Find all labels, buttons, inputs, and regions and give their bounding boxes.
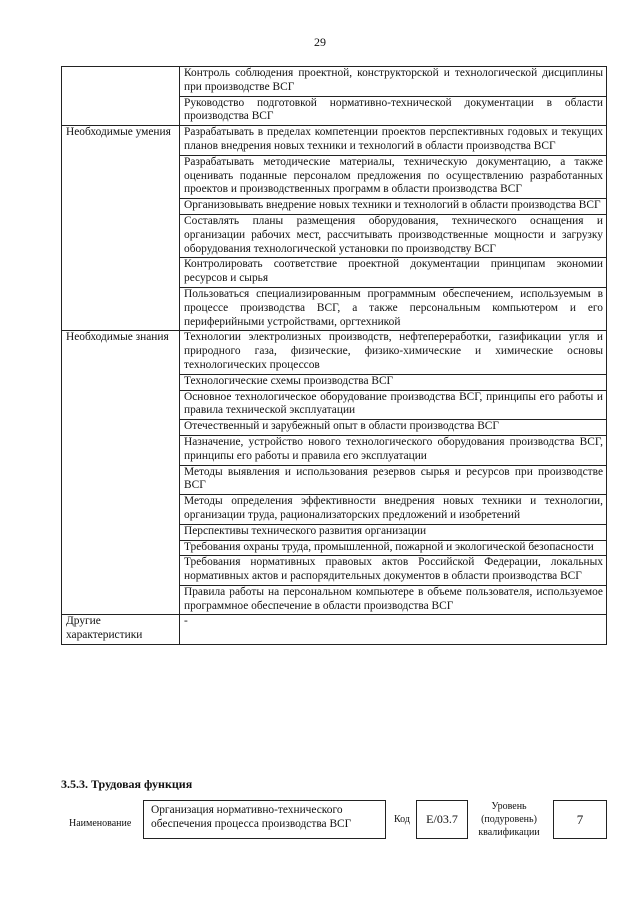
table-cell: Назначение, устройство нового технологического оборудования производства ВСГ, принципы его работы и правила его эксплуатации (180, 435, 607, 465)
table-cell: Организовывать внедрение новых техники и технологий в области производства ВСГ (180, 199, 607, 215)
other-characteristics-value: - (180, 615, 607, 645)
table-row (62, 67, 607, 97)
table-cell: Руководство подготовкой нормативно-технической документации в области производства ВСГ (180, 96, 607, 126)
table-cell: Составлять планы размещения оборудования, технического оснащения и организации рабочих мест, рассчитывать производственные мощности и загрузку оборудования технологической установки по производству ВСГ (180, 214, 607, 257)
table-row (62, 126, 607, 156)
table-cell: Перспективы технического развития организации (180, 524, 607, 540)
qualification-level-label: Уровень (подуровень) квалификации (478, 801, 540, 838)
knowledge-label: Необходимые знания (62, 331, 180, 615)
table-cell: Технологии электролизных производств, нефтепереработки, газификации угля и природного газа, физические, физико-химические и химические основы технологических процессов (180, 331, 607, 374)
other-characteristics-label: Другие характеристики (62, 615, 180, 645)
skills-label: Необходимые умения (62, 126, 180, 331)
function-code-box: E/03.7 (416, 800, 468, 839)
table-cell: Контроль соблюдения проектной, конструкторской и технологической дисциплины при производстве ВСГ (180, 67, 607, 97)
table-cell: Технологические схемы производства ВСГ (180, 374, 607, 390)
table-cell: Методы определения эффективности внедрения новых техники и технологии, организации труда, рационализаторских предложений и изобретений (180, 495, 607, 525)
table-row (62, 331, 607, 374)
table-cell: Контролировать соответствие проектной документации принципам экономии ресурсов и сырья (180, 258, 607, 288)
table-cell: Разрабатывать в пределах компетенции проектов перспективных годовых и текущих планов внедрения новых техники и технологий в области производства ВСГ (180, 126, 607, 156)
table-cell: Правила работы на персональном компьютере в объеме пользователя, используемое программное обеспечение в области производства ВСГ (180, 585, 607, 615)
table-cell: Разрабатывать методические материалы, техническую документацию, а также оценивать поданные персоналом предложения по осуществлению разработанных проектов и производственных программ в области производства ВСГ (180, 155, 607, 198)
table-cell: Требования охраны труда, промышленной, пожарной и экологической безопасности (180, 540, 607, 556)
section-heading: 3.5.3. Трудовая функция (61, 777, 193, 791)
page-number: 29 (314, 35, 326, 49)
code-label: Код (394, 814, 410, 825)
function-name-box: Организация нормативно-технического обеспечения процесса производства ВСГ (143, 800, 386, 839)
table-cell: Методы выявления и использования резервов сырья и ресурсов при производстве ВСГ (180, 465, 607, 495)
table-cell: Основное технологическое оборудование производства ВСГ, принципы его работы и правила технической эксплуатации (180, 390, 607, 420)
table-row (62, 615, 607, 645)
table-cell: Пользоваться специализированным программным обеспечением, используемым в процессе производства ВСГ, а также персональным компьютером и его периферийными устройствами, оргтехникой (180, 287, 607, 330)
table-cell: Отечественный и зарубежный опыт в области производства ВСГ (180, 420, 607, 436)
qualification-level-box: 7 (553, 800, 607, 839)
continuation-label-cell (62, 67, 180, 126)
table-cell: Требования нормативных правовых актов Российской Федерации, локальных нормативных актов и распорядительных документов в области производства ВСГ (180, 556, 607, 586)
requirements-table (61, 66, 607, 645)
name-label: Наименование (69, 818, 132, 829)
